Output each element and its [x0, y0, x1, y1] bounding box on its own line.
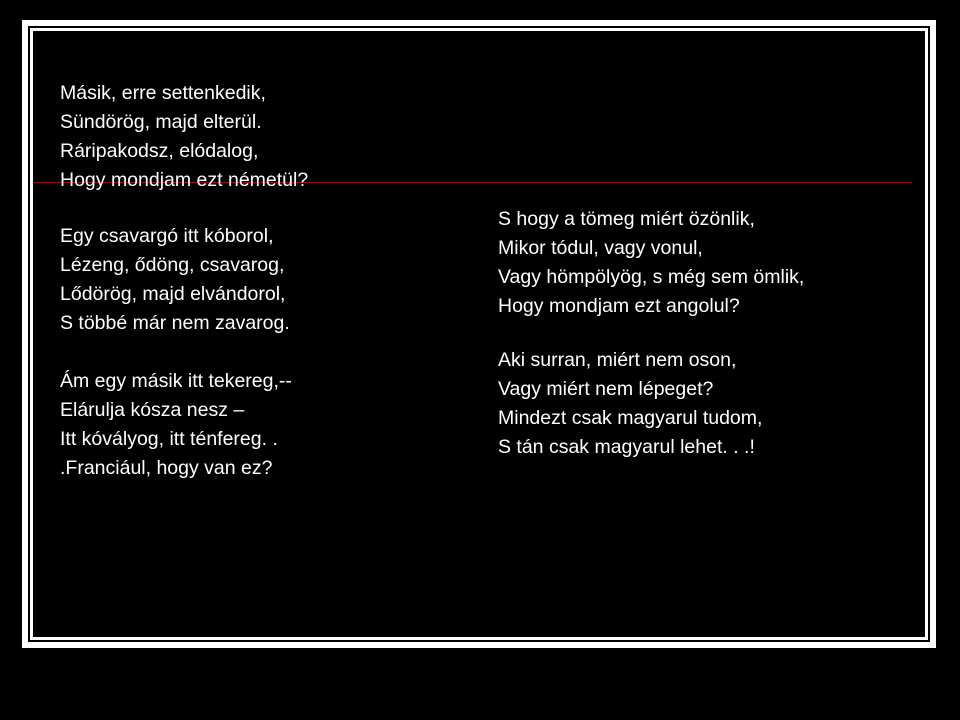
poem-line: Másik, erre settenkedik,	[60, 82, 266, 104]
poem-line: Itt kóvályog, itt ténfereg. .	[60, 428, 278, 450]
poem-line: Hogy mondjam ezt angolul?	[498, 295, 740, 317]
poem-line: Lődörög, majd elvándorol,	[60, 283, 286, 305]
poem-line: Mindezt csak magyarul tudom,	[498, 407, 763, 429]
poem-line: Hogy mondjam ezt németül?	[60, 169, 309, 191]
poem-stanza	[498, 346, 762, 462]
poem-line: Vagy miért nem lépeget?	[498, 378, 714, 400]
poem-stanza	[60, 222, 290, 338]
poem-line: Lézeng, ődöng, csavarog,	[60, 254, 285, 276]
poem-stanza	[498, 205, 804, 321]
poem-line: S tán csak magyarul lehet. . .!	[498, 436, 755, 458]
poem-line: Mikor tódul, vagy vonul,	[498, 237, 703, 259]
poem-line: S többé már nem zavarog.	[60, 312, 290, 334]
poem-line: Vagy hömpölyög, s még sem ömlik,	[498, 266, 805, 288]
poem-stanza	[60, 79, 308, 195]
poem-line: Egy csavargó itt kóborol,	[60, 225, 274, 247]
poem-line: Elárulja kósza nesz –	[60, 399, 245, 421]
poem-line: Ráripakodsz, elódalog,	[60, 140, 259, 162]
poem-line: Aki surran, miért nem oson,	[498, 349, 737, 371]
poem-line: Sündörög, majd elterül.	[60, 111, 262, 133]
poem-stanza	[60, 367, 292, 483]
poem-line: Ám egy másik itt tekereg,--	[60, 370, 292, 392]
poem-line: .Franciául, hogy van ez?	[60, 457, 273, 479]
poem-line: S hogy a tömeg miért özönlik,	[498, 208, 755, 230]
